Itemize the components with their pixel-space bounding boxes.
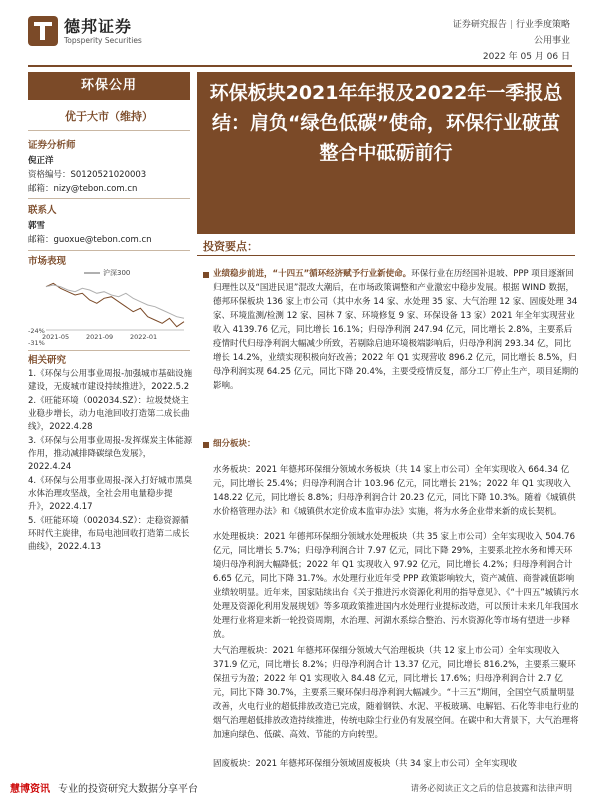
contact-email[interactable]: 邮箱：guoxue@tebon.com.cn <box>28 235 152 245</box>
section-title: 投资要点： <box>197 238 575 256</box>
report-meta: 证券研究报告 | 行业季度策略 公用事业 2022 年 05 月 06 日 <box>453 17 570 65</box>
x-tick-label: 2021-05 <box>42 333 70 341</box>
para-air: 大气治理板块：2021 年德邦环保细分领域大气治理板块（共 12 家上市公司）全年实现收入 371.9 亿元，同比增长 8.2%；归母净利润合计 13.37 亿元，同比增长 816.2%，主要系三聚环保扭亏为盈；2022 年 Q1 实现收入 84.48 亿元，同比增长 17.6%；归母净利润合计 2.7 亿元，同比下降 30.7%，主要系三聚环保归母净利润大幅减少。“十三五”期间，全国空气质量明显改善，火电行业的超低排放改造已完成，随着钢铁、水泥、平板玻璃、电解铝、石化等非电行业的烟气治理超低排放改造持续推进，传统电除尘行业仍有发展空间。在碳中和大背景下，大气治理将加速向绿色、低碳、高效、节能的方向转型。 <box>213 646 579 740</box>
para-solid-waste: 固废板块：2021 年德邦环保细分领域固废板块（共 34 家上市公司）全年实现收 <box>213 759 518 769</box>
analyst-info <box>28 154 193 196</box>
analyst-email[interactable]: 邮箱：nizy@tebon.com.cn <box>28 184 138 194</box>
footer-tagline: 专业的投资研究大数据分享平台 <box>58 784 198 795</box>
report-industry: 公用事业 <box>533 36 570 46</box>
footer <box>0 776 600 800</box>
divider <box>28 130 190 131</box>
point-2-head: 细分板块： <box>213 439 256 449</box>
contact-info <box>28 219 193 247</box>
market-performance-chart <box>28 268 190 354</box>
related-item[interactable]: 3.《环保与公用事业周报-发挥煤炭主体能源作用，推动减排降碳绿色发展》，2022.4.24 <box>28 436 193 472</box>
legend-series-hs300: 沪深300 <box>103 269 131 277</box>
para-water-treatment: 水处理板块：2021 年德邦环保细分领域水处理板块（共 35 家上市公司）全年实现收入 504.76 亿元，同比增长 5.7%；归母净利润合计 7.97 亿元，同比下降 29%，主要系北控水务和博天环境归母净利润大幅降低；2022 年 Q1 实现收入 97.92 亿元，同比增长 4.2%；归母净利润合计 6.65 亿元，同比下降 31.7%。水处理行业近年受 PPP 政策影响较大，资产减值、商誉减值影响业绩较明显。近年来，国家陆续出台《关于推进污水资源化利用的指导意见》、《“十四五”城镇污水处理及资源化利用发展规划》等多项政策推进国内水处理行业提标改造，可以预计未来几年我国水处理行业将迎来新一轮投资周期，水治理、河湖水系综合整治、污水资源化等市场有望进一步释放。 <box>213 532 579 640</box>
x-tick-label: 2021-09 <box>86 333 114 341</box>
rating: 优于大市（维持） <box>65 110 153 123</box>
contact-name: 郭雪 <box>28 221 46 231</box>
related-item[interactable]: 1.《环保与公用事业周报-加强城市基础设施建设，无废城市建设持续推进》，2022.5.2 <box>28 369 193 392</box>
analyst-name: 倪正洋 <box>28 156 54 166</box>
related-label: 相关研究 <box>28 355 67 366</box>
para-water: 水务板块：2021 年德邦环保细分领域水务板块（共 14 家上市公司）全年实现收入 664.34 亿元，同比增长 25.4%；归母净利润合计 103.96 亿元，同比增长 21%；2022 年 Q1 实现收入 148.22 亿元，同比增长 8.8%；归母净利润合计 20.23 亿元，同比下降 10.3%。随着《城镇供水价格管理办法》和《城镇供水定价成本监审办法》实施，将为水务企业带来新的成长契机。 <box>213 465 576 517</box>
logo-mark-icon <box>28 16 58 46</box>
y-tick-label: -31% <box>28 339 45 347</box>
bullet-icon <box>203 442 209 448</box>
footer-disclaimer: 请务必阅读正文之后的信息披露和法律声明 <box>410 784 572 794</box>
analyst-label: 证券分析师 <box>28 140 76 151</box>
report-category: 行业季度策略 <box>515 20 570 30</box>
related-list <box>28 368 193 555</box>
divider <box>28 350 190 351</box>
sector-label: 环保公用 <box>28 72 190 100</box>
report-title: 环保板块2021年年报及2022年一季报总结：肩负“绿色低碳”使命，环保行业破茧整合中砥砺前行 <box>197 72 575 234</box>
contact-label: 联系人 <box>28 205 57 216</box>
logo-name-cn: 德邦证券 <box>64 17 133 36</box>
point-1-head: 业绩稳步前进，“十四五”循环经济赋予行业新使命。 <box>213 269 412 279</box>
point-1-body: 环保行业在历经国补退坡、PPP 项目逐渐回归理性以及“国进民退”混改大潮后，在市场政策调整和产业激宏中稳步发展。根据 WIND 数据，德邦环保板块 136 家上市公司（其中水务 14 家、水处理 35 家、大气治理 12 家、固废处理 34 家、环境监测/检测 12 家、园林 7 家、环境修复 9 家、环保设备 13 家）2021 年全年实现营业收入 4139.76 亿元，同比增长 16.1%；归母净利润 247.94 亿元，同比增长 2.8%，主要系后疫情时代归母净利润大幅减少所致，若剔除启迪环境极端影响后，归母净利润 293.34 亿，同比增长 14.2%，业绩实现积极向好改善；2022 年 Q1 实现营收 896.2 亿元，同比增长 8.5%，归母净利润实现 64.25 亿元，同比下降 20.4%，主要受疫情反复，部分工厂停止生产，项目延期的影响。 <box>213 269 579 391</box>
footer-logo: 慧博资讯 <box>10 784 50 795</box>
divider <box>28 250 190 251</box>
bullet-icon <box>203 272 209 278</box>
related-item[interactable]: 4.《环保与公用事业周报-深入打好城市黑臭水体治理攻坚战，全社会用电量稳步提升》，2022.4.17 <box>28 476 193 512</box>
logo-name-en: Topsperity Securities <box>64 36 142 45</box>
report-type: 证券研究报告 <box>452 20 507 30</box>
analyst-cert: 资格编号：S0120521020003 <box>28 170 147 180</box>
series-line-1 <box>46 285 184 318</box>
divider <box>28 198 190 199</box>
x-tick-label: 2022-01 <box>130 333 158 341</box>
header-rule <box>28 65 572 67</box>
report-date: 2022 年 05 月 06 日 <box>482 52 570 62</box>
related-item[interactable]: 2.《旺能环境（002034.SZ）：垃圾焚烧主业稳步增长，动力电池回收打造第二成长曲线》，2022.4.28 <box>28 396 190 432</box>
company-logo <box>28 14 164 52</box>
y-tick-label: -24% <box>28 327 45 335</box>
related-item[interactable]: 5.《旺能环境（002034.SZ）：走稳资源循环时代主旋律，布局电池回收打造第二成长曲线》，2022.4.13 <box>28 516 190 552</box>
point-1 <box>213 267 579 393</box>
market-label: 市场表现 <box>28 256 67 267</box>
